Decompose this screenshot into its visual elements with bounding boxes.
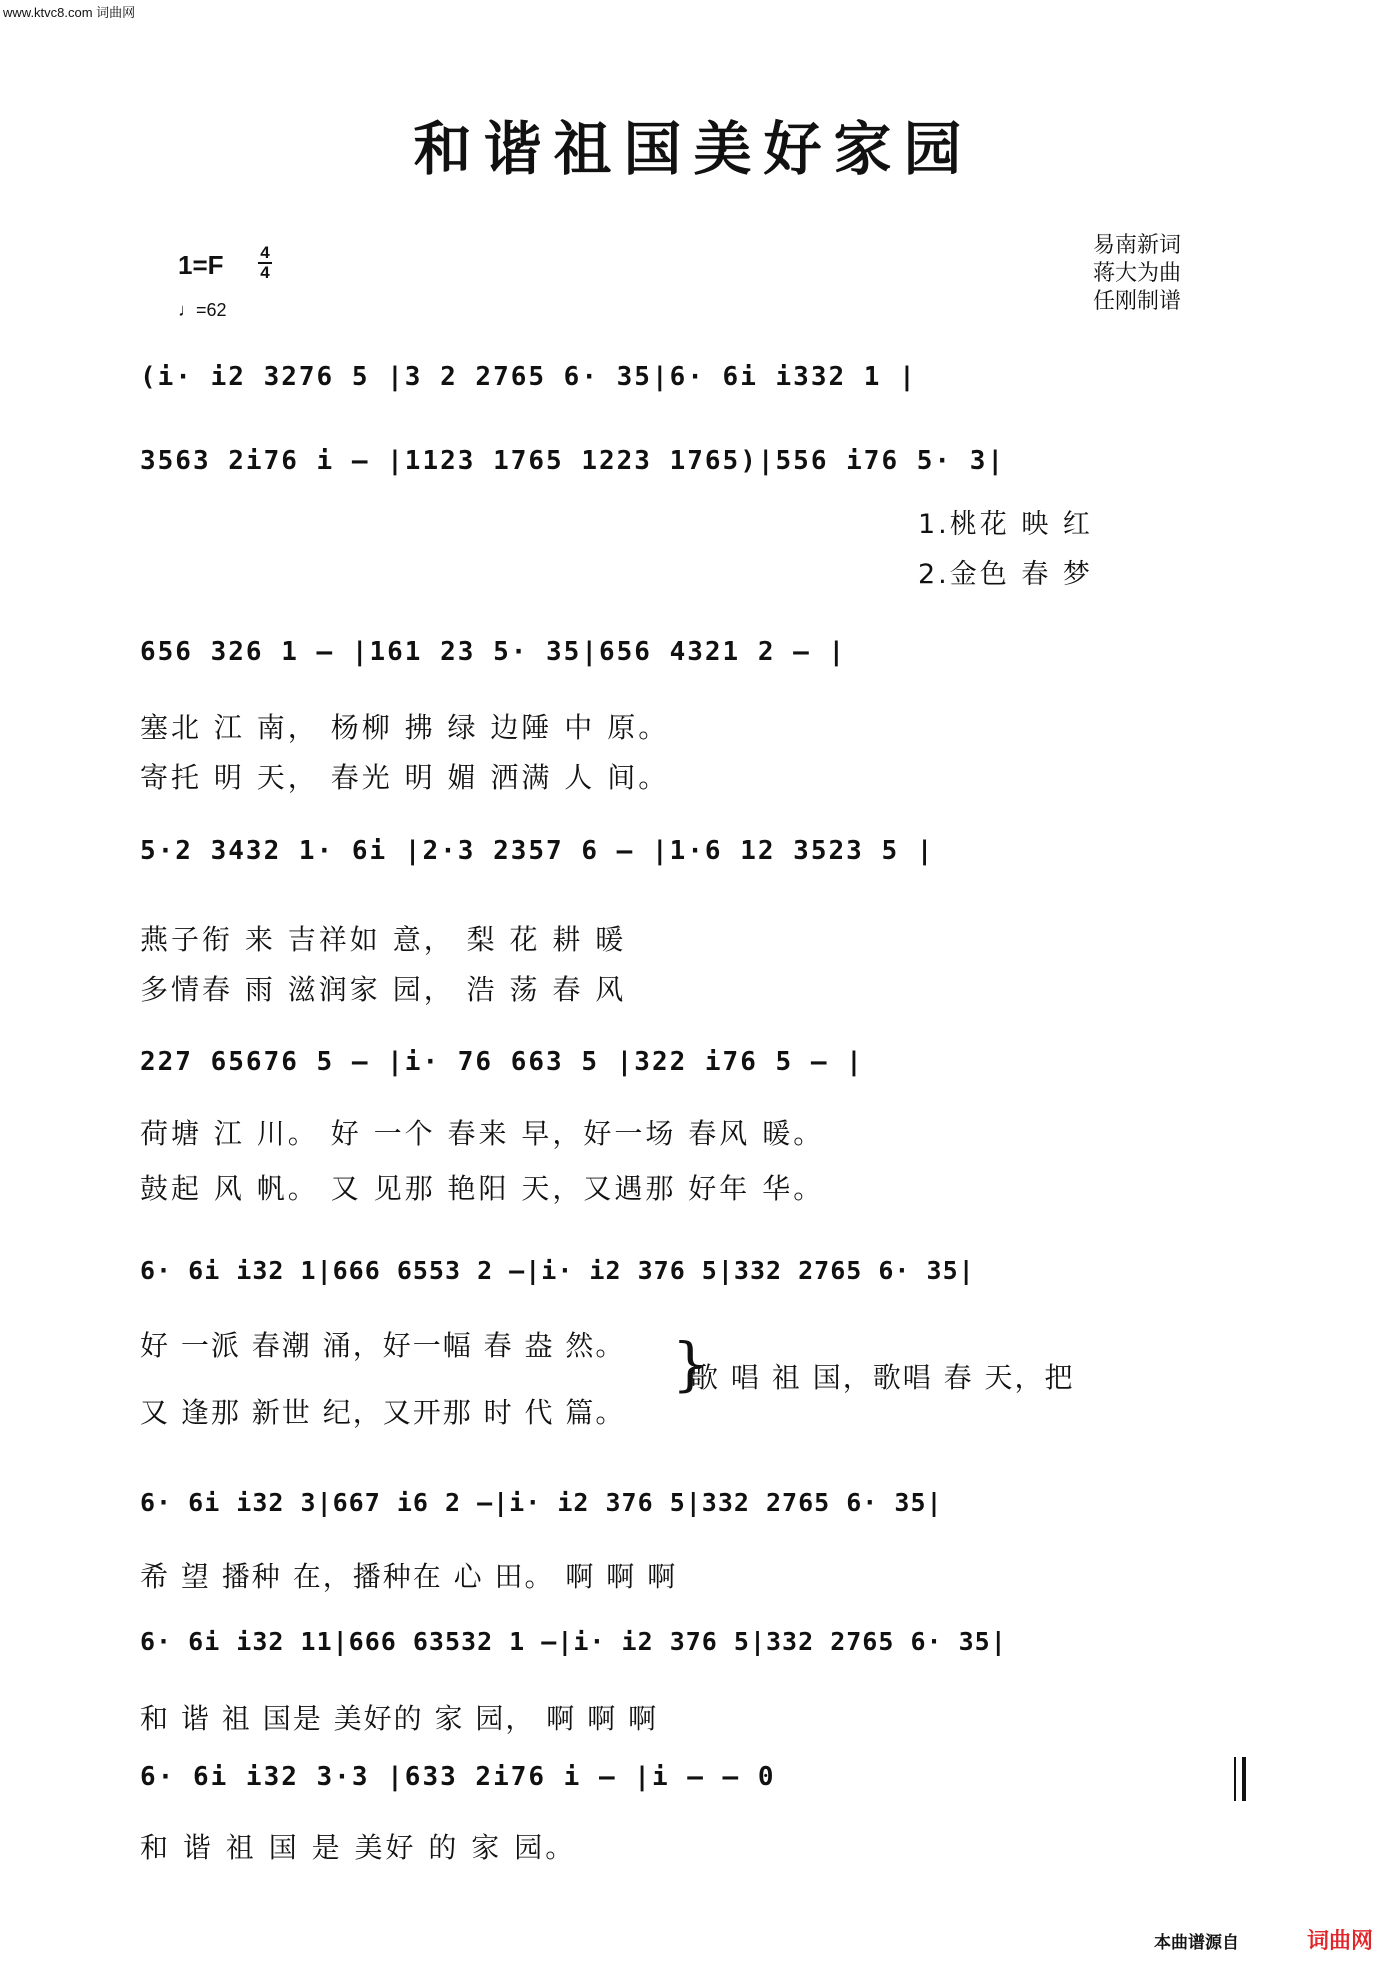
music-line-1: (i· i2 3276 5 |3 2 2765 6· 35|6· 6i i332 1 |	[140, 362, 917, 392]
composer: 蒋大为曲	[1093, 261, 1182, 286]
music-line-6: 6· 6i i32 1|666 6553 2 –|i· i2 376 5|332 2765 6· 35|	[140, 1256, 975, 1285]
footer-source: 本曲谱源自	[1154, 1933, 1239, 1953]
lyric-line3-verse1: 燕子衔 来 吉祥如 意， 梨 花 耕 暖	[140, 923, 627, 956]
site-label: www.ktvc8.com 词曲网	[3, 5, 136, 20]
lyric-line1-verse1: 1.桃花 映 红	[918, 509, 1093, 540]
lyric-line3-verse2: 多情春 雨 滋润家 园， 浩 荡 春 风	[140, 973, 627, 1006]
lyric-line1-verse2: 2.金色 春 梦	[918, 559, 1093, 590]
lyric-line5-verse2: 又 逢那 新世 纪，又开那 时 代 篇。	[140, 1396, 626, 1429]
music-line-4: 5·2 3432 1· 6i |2·3 2357 6 – |1·6 12 3523 5 |	[140, 836, 935, 866]
lyricist: 易南新词	[1093, 233, 1182, 258]
lyric-line4-verse2: 鼓起 风 帆。 又 见那 艳阳 天，又遇那 好年 华。	[140, 1172, 825, 1205]
lyric-line8: 和 谐 祖 国 是 美好 的 家 园。	[140, 1831, 577, 1864]
final-barline-thin	[1234, 1757, 1236, 1801]
lyric-line4-verse1: 荷塘 江 川。 好 一个 春来 早，好一场 春风 暖。	[140, 1117, 825, 1150]
lyric-line6: 希 望 播种 在，播种在 心 田。 啊 啊 啊	[140, 1560, 678, 1593]
transcriber: 任刚制谱	[1093, 289, 1182, 314]
tempo-marking: ♩=62	[178, 300, 227, 320]
lyric-line2-verse1: 塞北 江 南， 杨柳 拂 绿 边陲 中 原。	[140, 711, 670, 744]
music-line-3: 656 326 1 – |161 23 5· 35|656 4321 2 – |	[140, 637, 847, 667]
lyric-line5-verse1: 好 一派 春潮 涌，好一幅 春 盎 然。	[140, 1329, 626, 1362]
key-signature: 1=F	[178, 250, 224, 280]
final-barline-thick	[1242, 1757, 1246, 1801]
lyric-line2-verse2: 寄托 明 天， 春光 明 媚 洒满 人 间。	[140, 761, 670, 794]
brace-symbol: }	[672, 1330, 709, 1398]
song-title: 和谐祖国美好家园	[413, 115, 974, 183]
music-line-8: 6· 6i i32 11|666 63532 1 –|i· i2 376 5|332 2765 6· 35|	[140, 1627, 1007, 1656]
time-signature-top: 4	[260, 243, 270, 262]
time-signature-bottom: 4	[260, 263, 270, 282]
lyric-chorus: 歌 唱 祖 国，歌唱 春 天，把	[690, 1361, 1075, 1394]
footer-logo[interactable]: 词曲网	[1306, 1929, 1373, 1954]
music-line-5: 227 65676 5 – |i· 76 663 5 |322 i76 5 – |	[140, 1047, 864, 1077]
time-signature	[258, 244, 272, 282]
music-line-2: 3563 2i76 i – |1123 1765 1223 1765)|556 i76 5· 3|	[140, 446, 1006, 476]
credits	[1093, 232, 1181, 316]
music-line-7: 6· 6i i32 3|667 i6 2 –|i· i2 376 5|332 2765 6· 35|	[140, 1488, 943, 1517]
music-line-9: 6· 6i i32 3·3 |633 2i76 i – |i – – 0	[140, 1762, 776, 1792]
lyric-line7: 和 谐 祖 国是 美好的 家 园， 啊 啊 啊	[140, 1702, 659, 1735]
